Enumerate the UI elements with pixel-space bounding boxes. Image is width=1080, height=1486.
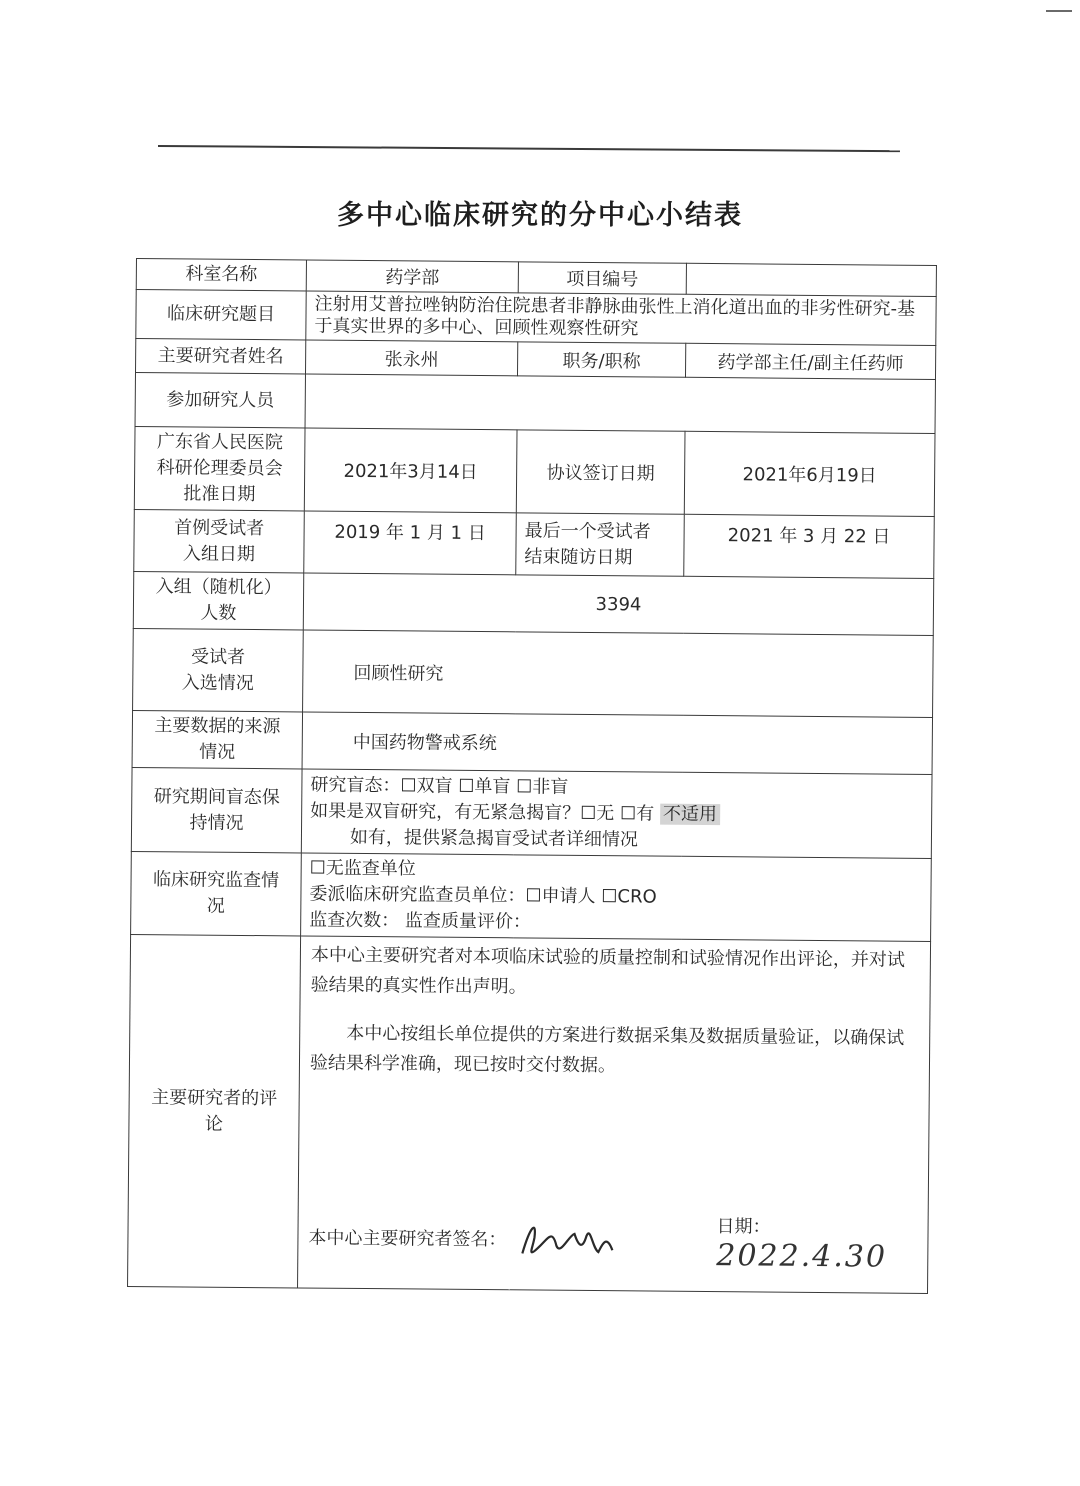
handwritten-date: 2022.4.30 <box>716 1238 888 1275</box>
selection-label-line-1: 受试者 <box>190 645 246 668</box>
unblinding-details: 如有，提供紧急揭盲受试者详细情况 <box>349 826 639 850</box>
form-title: 多中心临床研究的分中心小结表 <box>337 200 743 231</box>
blinding-label-line-2: 持情况 <box>189 811 244 834</box>
agreement-date: 2021年6月19日 <box>684 431 935 516</box>
first-subject-label <box>134 509 305 572</box>
pi-label: 主要研究者姓名 <box>136 339 306 374</box>
topic-label: 临床研究题目 <box>136 290 306 340</box>
blinding-label <box>131 767 302 852</box>
ethics-label-line-1: 广东省人民医院 <box>156 431 283 454</box>
ethics-label-line-3: 批准日期 <box>183 483 256 506</box>
ethics-label <box>134 426 305 510</box>
comment-paragraph-1: 本中心主要研究者对本项临床试验的质量控制和试验情况作出评论，并对试验结果的真实性作出声明。 <box>310 944 905 998</box>
selection-value: 回顾性研究 <box>303 630 934 717</box>
monitor-unit: 委派临床研究监查员单位：☐申请人 ☐CRO <box>309 883 657 908</box>
row-participants <box>135 373 935 434</box>
row-selection <box>133 628 934 717</box>
comment-value <box>298 936 931 1293</box>
row-source <box>132 710 932 774</box>
monitoring-value <box>301 853 932 941</box>
row-topic <box>136 290 936 346</box>
row-comment <box>128 934 931 1293</box>
comment-label <box>128 934 301 1287</box>
date-line <box>716 1212 917 1275</box>
pi-value: 张永州 <box>305 340 517 376</box>
pi-title-label: 职务/职称 <box>517 342 685 377</box>
no-monitor-option: ☐无监查单位 <box>309 857 416 880</box>
blinding-value <box>301 769 932 858</box>
comment-paragraph-2: 本中心按组长单位提供的方案进行数据采集及数据质量验证，以确保试验结果科学准确，现已按时交付数据。 <box>309 1022 905 1077</box>
not-applicable-mark: 不适用 <box>660 803 720 825</box>
row-ethics <box>134 426 935 516</box>
project-number-value <box>686 263 936 296</box>
monitoring-label-line-2: 况 <box>206 895 225 917</box>
source-value: 中国药物警戒系统 <box>302 712 932 774</box>
comment-label-line-2: 论 <box>204 1113 224 1135</box>
dept-value: 药学部 <box>306 260 518 293</box>
date-label: 日期： <box>716 1216 771 1238</box>
summary-form <box>127 258 936 1280</box>
scan-mark <box>1046 10 1072 12</box>
signature-label: 本中心主要研究者签名： <box>308 1227 507 1251</box>
project-number-label: 项目编号 <box>518 262 686 294</box>
source-label <box>132 710 302 768</box>
last-subject-date: 2021 年 3 月 22 日 <box>684 514 935 578</box>
blinding-label-line-1: 研究期间盲态保 <box>153 785 280 808</box>
enrolled-label <box>133 571 303 629</box>
selection-label <box>133 628 304 711</box>
last-subject-label-line-2: 结束随访日期 <box>524 545 633 568</box>
topic-value: 注射用艾普拉唑钠防治住院患者非静脉曲张性上消化道出血的非劣性研究-基于真实世界的多中心、回顾性观察性研究 <box>306 291 936 345</box>
monitor-count: 监查次数： 监查质量评价： <box>309 909 532 933</box>
row-blinding <box>131 767 932 858</box>
emergency-unblinding-text: 如果是双盲研究，有无紧急揭盲？☐无 ☐有 <box>310 800 655 825</box>
enrolled-count: 3394 <box>303 573 933 635</box>
dept-label: 科室名称 <box>136 259 306 291</box>
source-label-line-2: 情况 <box>199 741 236 763</box>
row-first-subject <box>134 509 935 578</box>
participants-value <box>305 374 935 433</box>
form-table <box>127 258 937 1294</box>
monitoring-label <box>131 851 302 935</box>
ethics-label-line-2: 科研伦理委员会 <box>156 457 283 480</box>
signature-scribble <box>512 1215 632 1266</box>
agreement-date-label: 协议签订日期 <box>516 430 685 514</box>
enrolled-label-line-1: 入组（随机化） <box>155 576 282 599</box>
last-subject-label <box>516 513 685 576</box>
pi-title-value: 药学部主任/副主任药师 <box>685 343 935 379</box>
first-subject-date: 2019 年 1 月 1 日 <box>304 511 517 575</box>
selection-label-line-2: 入选情况 <box>181 671 254 694</box>
comment-label-line-1: 主要研究者的评 <box>151 1086 278 1109</box>
monitoring-label-line-1: 临床研究监查情 <box>152 869 280 892</box>
header-rule <box>158 145 900 152</box>
participants-label: 参加研究人员 <box>135 373 305 428</box>
first-subject-label-line-2: 入组日期 <box>182 542 256 565</box>
row-enrolled <box>133 571 933 635</box>
first-subject-label-line-1: 首例受试者 <box>174 516 265 539</box>
source-label-line-1: 主要数据的来源 <box>154 715 281 738</box>
blinding-type: 研究盲态：☐双盲 ☐单盲 ☐非盲 <box>310 774 569 798</box>
last-subject-label-line-1: 最后一个受试者 <box>524 519 651 543</box>
ethics-date: 2021年3月14日 <box>304 428 517 513</box>
row-monitoring <box>131 851 932 941</box>
enrolled-label-line-2: 人数 <box>200 602 237 624</box>
